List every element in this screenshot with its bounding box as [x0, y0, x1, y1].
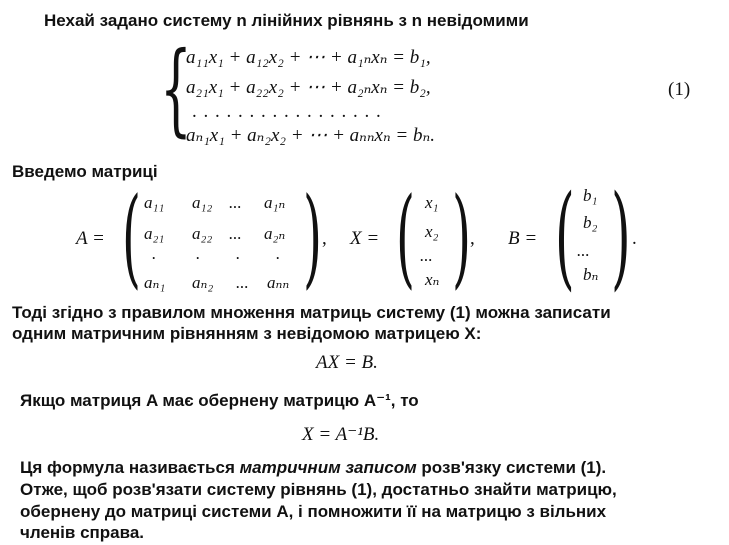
matrix-b-cell: b₂	[583, 213, 598, 232]
matrix-x-cell: x₁	[425, 193, 439, 212]
matrix-a-left-paren: (	[122, 175, 141, 300]
matrix-x-right-paren: )	[452, 175, 471, 300]
matrix-x-cell: ...	[420, 246, 433, 265]
equation-x-ainv-b: X = A⁻¹B.	[302, 424, 380, 445]
system-brace: {	[160, 30, 192, 147]
paragraph-1-line-2: одним матричним рівнянням з невідомою матрицею X:	[12, 324, 482, 343]
equation-dots-row: . . . . . . . . . . . . . . . . .	[192, 101, 382, 122]
matrix-b-cell: b₁	[583, 186, 598, 205]
equation-ax-b: AX = B.	[316, 352, 378, 373]
matrix-a-cell: .	[236, 244, 241, 263]
matrix-x-left-paren: (	[396, 175, 415, 300]
matrix-a-cell: a₁₂	[192, 193, 213, 212]
matrix-a-cell: .	[276, 244, 281, 263]
matrix-a-right-paren: )	[303, 175, 322, 300]
matrix-x-cell: x₂	[425, 222, 439, 241]
paragraph-3-line-4: членів справа.	[20, 523, 145, 542]
matrix-b-cell: ...	[577, 241, 590, 260]
matrix-a-cell: aₙₙ	[267, 273, 290, 292]
matrix-a-cell: a₁ₙ	[264, 193, 286, 212]
matrix-b-label: B =	[508, 228, 538, 249]
matrix-a-cell: .	[196, 244, 201, 263]
paragraph-2: Якщо матриця A має обернену матрицю A⁻¹, то	[20, 391, 419, 410]
paragraph-3-end: розв'язку системи (1).	[416, 458, 607, 477]
matrix-b-cell: bₙ	[583, 265, 599, 284]
comma: ,	[470, 228, 475, 249]
matrix-x-cell: xₙ	[425, 270, 440, 289]
paragraph-3-line-3: обернену до матриці системи A, і помножити її на матрицю з вільних	[20, 502, 607, 521]
matrix-a-cell: a₂₁	[144, 224, 165, 243]
matrix-a-cell: ...	[229, 193, 242, 212]
paragraph-3-start: Ця формула називається	[20, 458, 240, 477]
matrix-x-label: X =	[350, 228, 380, 249]
comma: ,	[322, 228, 327, 249]
intro-text: Нехай задано систему n лінійних рівнянь з n невідомими	[44, 11, 529, 30]
paragraph-3-line-1	[20, 458, 606, 478]
equation-row-1: a₁₁x₁ + a₁₂x₂ + ⋯ + a₁ₙxₙ = b₁,	[186, 47, 431, 68]
period: .	[632, 228, 637, 249]
matrix-a-cell: a₂₂	[192, 224, 213, 243]
matrix-a-cell: aₙ₁	[144, 273, 166, 292]
equation-row-n: aₙ₁x₁ + aₙ₂x₂ + ⋯ + aₙₙxₙ = bₙ.	[186, 125, 435, 146]
matrix-b-left-paren: (	[555, 172, 575, 302]
matrix-a-cell: ...	[236, 273, 249, 292]
matrix-a-label: A =	[76, 228, 105, 249]
paragraph-1-line-1: Тоді згідно з правилом множення матриць систему (1) можна записати	[12, 303, 611, 322]
matrix-a-cell: a₁₁	[144, 193, 165, 212]
equation-row-2: a₂₁x₁ + a₂₂x₂ + ⋯ + a₂ₙxₙ = b₂,	[186, 77, 431, 98]
paragraph-3-line-2: Отже, щоб розв'язати систему рівнянь (1), достатньо знайти матрицю,	[20, 480, 617, 499]
matrices-intro-text: Введемо матриці	[12, 162, 158, 181]
matrix-a-cell: ...	[229, 224, 242, 243]
paragraph-3-italic-term: матричним записом	[239, 458, 417, 477]
matrix-a-cell: .	[152, 244, 157, 263]
matrix-b-right-paren: )	[611, 172, 631, 302]
equation-number: (1)	[668, 79, 691, 100]
matrix-a-cell: a₂ₙ	[264, 224, 286, 243]
matrix-a-cell: aₙ₂	[192, 273, 214, 292]
